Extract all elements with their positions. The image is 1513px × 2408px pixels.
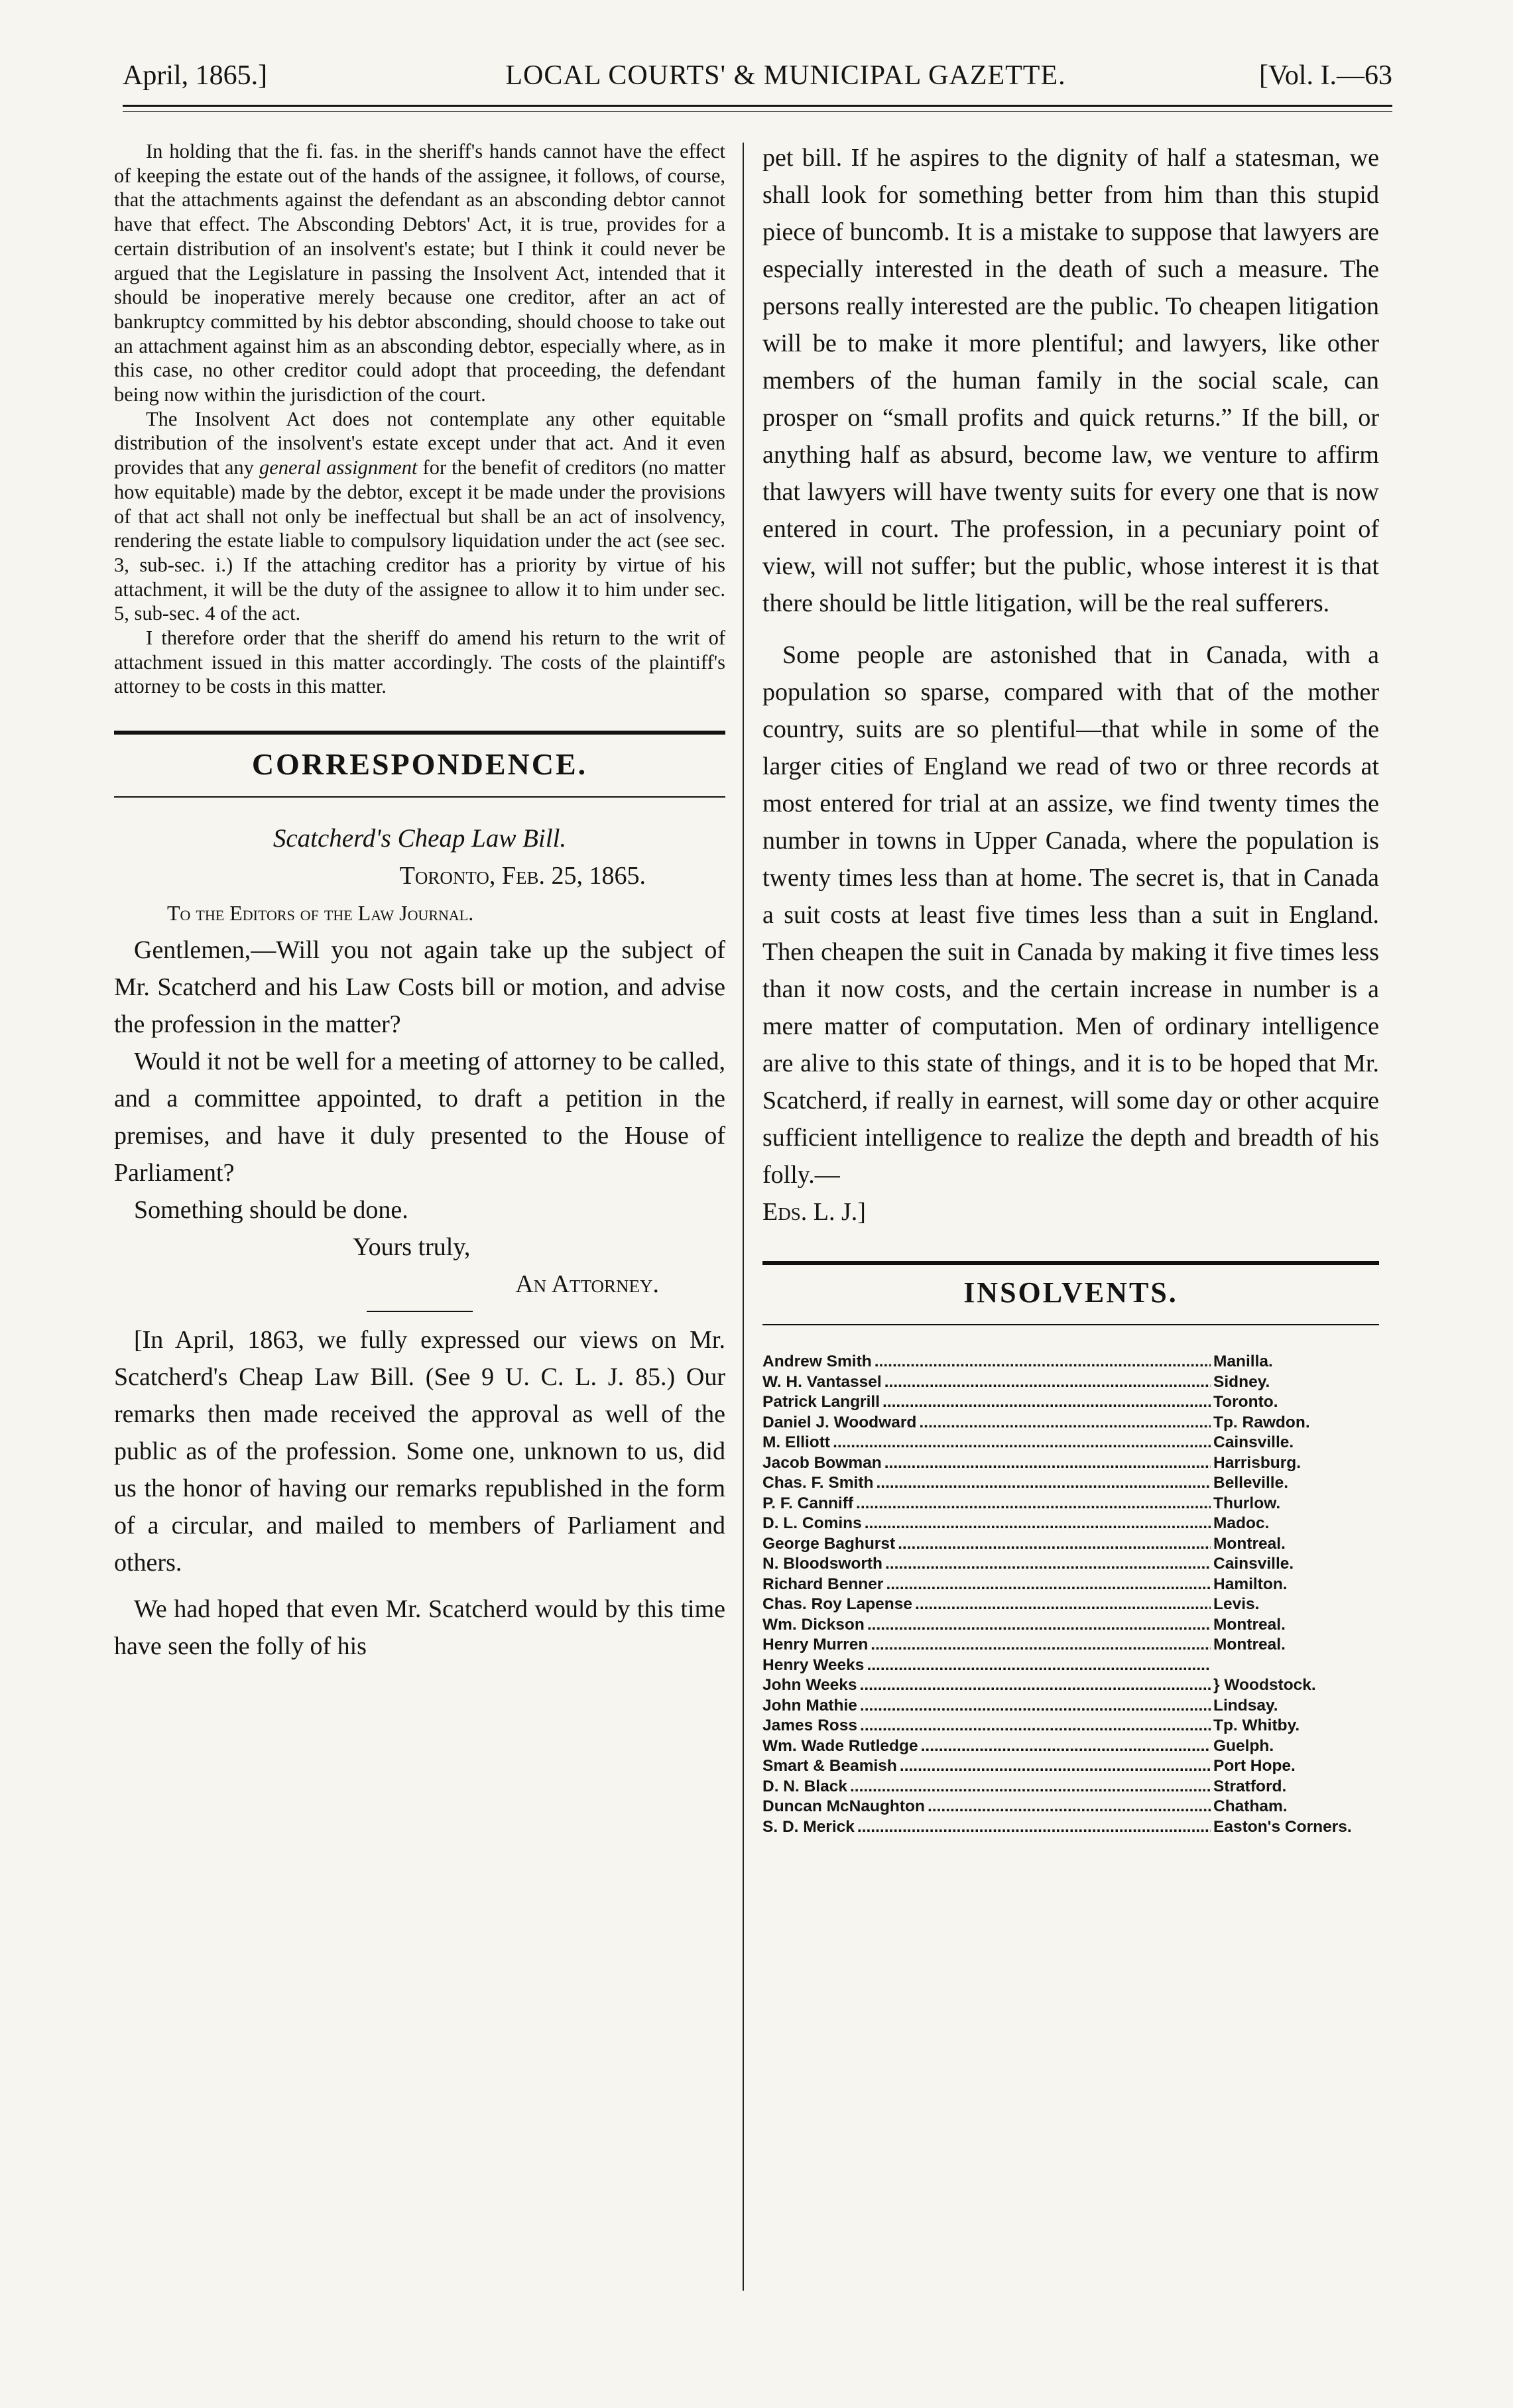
insolvent-place: Guelph. [1213,1736,1274,1755]
list-item [762,1372,1379,1393]
insolvent-place: Tp. Rawdon. [1213,1413,1310,1431]
header-title: LOCAL COURTS' & MUNICIPAL GAZETTE. [505,60,1066,91]
list-item [762,1514,1379,1534]
letter [114,820,725,1665]
insolvent-place: Stratford. [1213,1777,1287,1795]
list-item [762,1433,1379,1453]
letter-paragraph-2: Would it not be well for a meeting of attorney to be called, and a committee appointed, to draft a petition in the premises, and have it duly presented to the House of Parliament? [114,1048,725,1187]
insolvent-place: Lindsay. [1213,1696,1278,1715]
judgment-text [114,139,725,699]
insolvent-name: John Weeks [762,1676,857,1694]
insolvent-name: Patrick Langrill [762,1393,880,1411]
insolvent-name: Duncan McNaughton [762,1797,925,1815]
insolvent-place: Madoc. [1213,1514,1270,1532]
list-item [762,1716,1379,1736]
list-item [762,1554,1379,1575]
insolvent-name: D. L. Comins [762,1514,862,1532]
insolvent-name: M. Elliott [762,1433,831,1451]
list-item [762,1615,1379,1636]
list-item [762,1777,1379,1797]
insolvent-name: Daniel J. Woodward [762,1413,917,1431]
list-item [762,1736,1379,1757]
list-item [762,1817,1379,1838]
insolvent-name: D. N. Black [762,1777,847,1795]
column-divider [743,143,744,2291]
insolvent-name: Richard Benner [762,1575,884,1593]
insolvent-place: Hamilton. [1213,1575,1288,1593]
page-header [123,60,1392,106]
list-item [762,1392,1379,1413]
editorial-paragraph-1: pet bill. If he aspires to the dignity of half a statesman, we shall look for something better from him than this stupid piece of buncomb. It is a mistake to suppose that lawyers are especially interested in the death of such a measure. The persons really interested are the public. To cheapen litigation will be to make it more plentiful; and lawyers, like other members of the human family in the social scale, can prosper on “small profits and quick returns.” If the bill, or anything half as absurd, become law, we venture to affirm that lawyers will have twenty suits for every one that is now entered in court. The profession, in a pecuniary point of view, will not suffer; but the public, whose interest it is that there should be little litigation, will be the real sufferers. [762,144,1379,617]
judgment-paragraph-2-end: for the benefit of creditors (no matter how equitable) made by the debtor, except it be made under the provisions of that act shall not only be ineffectual but shall be an act of insolvency, rendering the estate liable to compulsory liquidation under the act (see sec. 3, sub-sec. i.) If the attaching creditor has a priority by virtue of his attachment, it will be the duty of the assignee to allow it to him under sec. 5, sub-sec. 4 of the act. [114,456,726,625]
judgment-paragraph-3: I therefore order that the sheriff do amend his return to the writ of attachment issued in this matter accordingly. The costs of the plaintiff's attorney to be costs in this matter. [114,627,725,698]
insolvent-place: Sidney. [1213,1372,1270,1391]
insolvent-name: James Ross [762,1716,858,1734]
editor-note-paragraph-1: [In April, 1863, we fully expressed our views on Mr. Scatcherd's Cheap Law Bill. (See 9 U. C. L. J. 85.) Our remarks then made received the approval as well of the public as of the profession. Some one, unknown to us, did us the honor of having our remarks republished in the form of a circular, and mailed to members of Parliament and others. [114,1326,725,1577]
insolvent-name: Wm. Wade Rutledge [762,1736,918,1755]
insolvent-name: P. F. Canniff [762,1494,854,1512]
letter-paragraph-3: Something should be done. [134,1196,408,1225]
list-item [762,1696,1379,1716]
insolvent-place: Manilla. [1213,1353,1273,1370]
insolvent-name: Smart & Beamish [762,1757,897,1775]
insolvents-list [762,1352,1379,1837]
insolvent-name: Chas. F. Smith [762,1474,874,1492]
list-item [762,1635,1379,1656]
letter-paragraph-1: Gentlemen,—Will you not again take up the subject of Mr. Scatcherd and his Law Costs bill or motion, and advise the profession in the matter? [114,936,725,1039]
list-item [762,1494,1379,1514]
letter-end-rule [367,1311,473,1312]
insolvent-name: John Mathie [762,1696,857,1715]
insolvent-name: Henry Murren [762,1636,869,1654]
header-rule-top [123,105,1392,107]
insolvents-heading: INSOLVENTS. [963,1276,1178,1309]
list-item [762,1575,1379,1595]
insolvent-place: Thurlow. [1213,1494,1281,1512]
insolvent-name: Andrew Smith [762,1353,872,1370]
left-column [114,139,725,1665]
insolvent-place: Toronto. [1213,1393,1278,1411]
letter-signature: An Attorney. [515,1270,659,1299]
insolvent-place: Cainsville. [1213,1555,1294,1573]
judgment-emphasis: general assignment [259,456,418,479]
header-date: April, 1865.] [123,60,268,91]
list-item [762,1656,1379,1676]
insolvent-place: } Woodstock. [1213,1676,1316,1694]
list-item [762,1797,1379,1817]
insolvent-place: Easton's Corners. [1213,1817,1352,1836]
editorial-paragraph-2: Some people are astonished that in Canada, with a population so sparse, compared with that of the mother country, suits are so plentiful—that while in some of the larger cities of England we read of two or three records at most entered for trial at an assize, we find twenty times the number in towns in Upper Canada, where the population is twenty times less than at home. The secret is, that in Canada a suit costs at least five times less than a suit in England. Then cheapen the suit in Canada by making it five times less than it now costs, and the certain increase in number is a mere matter of computation. Men of ordinary intelligence are alive to this state of things, and it is to be hoped that Mr. Scatcherd, if really in earnest, will some day or other acquire sufficient intelligence to realize the depth and breadth of his folly.— [762,641,1379,1189]
list-item [762,1534,1379,1555]
insolvent-place: Montreal. [1213,1636,1286,1654]
insolvent-name: George Baghurst [762,1534,896,1553]
letter-title: Scatcherd's Cheap Law Bill. [272,824,567,853]
insolvent-place: Levis. [1213,1595,1260,1613]
editor-note-paragraph-2: We had hoped that even Mr. Scatcherd would by this time have seen the folly of his [114,1595,725,1661]
judgment-paragraph-2 [114,407,725,626]
list-item [762,1595,1379,1615]
list-item [762,1352,1379,1372]
insolvent-place: Tp. Whitby. [1213,1716,1300,1734]
correspondence-heading: CORRESPONDENCE. [251,747,588,782]
insolvent-place: Chatham. [1213,1797,1288,1815]
letter-closing: Yours truly, [353,1233,471,1262]
insolvent-name: W. H. Vantassel [762,1372,882,1391]
judgment-paragraph-2-start: The Insolvent Act does not contemplate any other equitable distribution of the insolvent's estate except under that act. And it even provides that any [114,407,725,479]
right-column [762,139,1379,1837]
insolvent-name: Jacob Bowman [762,1453,882,1472]
insolvent-place: Port Hope. [1213,1757,1296,1775]
insolvent-place: Cainsville. [1213,1433,1294,1451]
insolvent-place: Harrisburg. [1213,1453,1301,1472]
insolvent-place: Montreal. [1213,1615,1286,1634]
list-item [762,1413,1379,1433]
insolvent-name: Wm. Dickson [762,1615,865,1634]
insolvent-name: Henry Weeks [762,1656,865,1674]
insolvent-place: Belleville. [1213,1474,1289,1492]
letter-place-date: Toronto, Feb. 25, 1865. [399,862,646,890]
insolvent-place: Montreal. [1213,1534,1286,1553]
insolvent-name: Chas. Roy Lapense [762,1595,913,1613]
header-volume: [Vol. I.—63 [1258,60,1392,91]
list-item [762,1756,1379,1777]
list-item [762,1675,1379,1696]
header-rule-bottom [123,111,1392,112]
editorial-text [762,139,1379,1231]
insolvent-name: N. Bloodsworth [762,1555,883,1573]
letter-addressee: To the Editors of the Law Journal. [167,901,474,926]
list-item [762,1453,1379,1474]
judgment-paragraph-1: In holding that the fi. fas. in the sheriff's hands cannot have the effect of keeping the estate out of the hands of the assignee, it follows, of course, that the attachments against the defendant as an absconding debtor cannot have that effect. The Absconding Debtors' Act, it is true, provides for a certain distribution of an insolvent's estate; but I think it could never be argued that the Legislature in passing the Insolvent Act, intended that it should be inoperative merely because one creditor, after an act of bankruptcy committed by his debtor absconding, should choose to take out an attachment against him as an absconding debtor, especially where, as in this case, no other creditor could adopt that proceeding, the defendant being now within the jurisdiction of the court. [114,140,725,406]
editorial-signature: Eds. L. J.] [762,1198,866,1226]
list-item [762,1473,1379,1494]
insolvent-name: S. D. Merick [762,1817,855,1836]
